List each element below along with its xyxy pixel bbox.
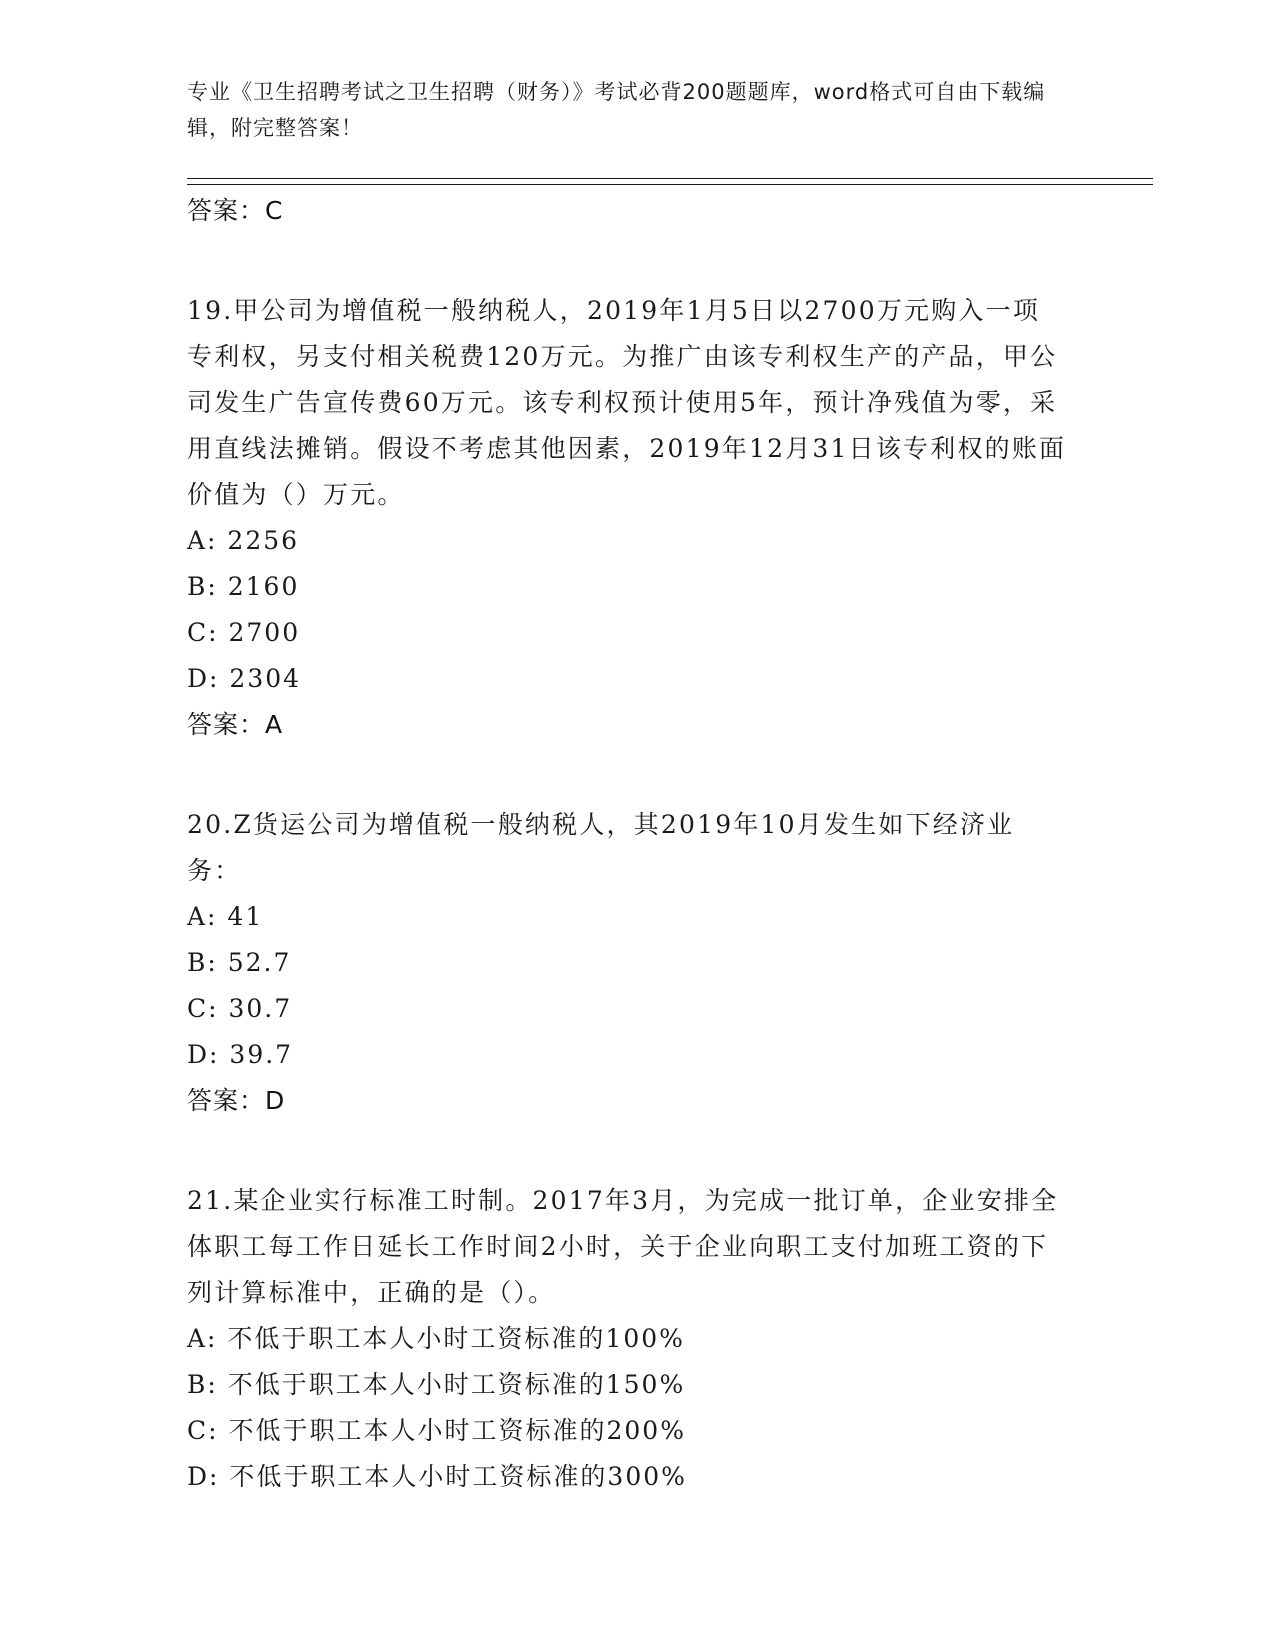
q21-option-d: D: 不低于职工本人小时工资标准的300%: [187, 1462, 687, 1491]
header-rule-top: [187, 178, 1153, 179]
q20-option-d: D: 39.7: [187, 1040, 294, 1069]
q19-option-a: A: 2256: [187, 526, 300, 555]
q21-option-a: A: 不低于职工本人小时工资标准的100%: [187, 1324, 685, 1353]
q21-option-b: B: 不低于职工本人小时工资标准的150%: [187, 1370, 686, 1399]
q19-answer: 答案：A: [187, 710, 284, 739]
question-20: 20.Z货运公司为增值税一般纳税人，其2019年10月发生如下经济业务：: [187, 810, 1015, 885]
question-21: 21.某企业实行标准工时制。2017年3月，为完成一批订单，企业安排全体职工每工作日延长工作时间2小时，关于企业向职工支付加班工资的下列计算标准中，正确的是（）。: [187, 1186, 1059, 1307]
q20-option-b: B: 52.7: [187, 948, 292, 977]
q20-option-c: C: 30.7: [187, 994, 293, 1023]
question-19: 19.甲公司为增值税一般纳税人，2019年1月5日以2700万元购入一项专利权，另支付相关税费120万元。为推广由该专利权生产的产品，甲公司发生广告宣传费60万元。该专利权预计使用5年，预计净残值为零，采用直线法摊销。假设不考虑其他因素，2019年12月31日该专利权的账面价值为（）万元。: [187, 296, 1067, 509]
q21-option-c: C: 不低于职工本人小时工资标准的200%: [187, 1416, 686, 1445]
header-rule-bottom: [187, 184, 1153, 185]
q19-option-d: D: 2304: [187, 664, 302, 693]
q20-option-a: A: 41: [187, 902, 264, 931]
q20-answer: 答案：D: [187, 1086, 286, 1115]
document-header: 专业《卫生招聘考试之卫生招聘（财务）》考试必背200题题库，word格式可自由下载编辑，附完整答案！: [187, 80, 1046, 140]
q19-option-b: B: 2160: [187, 572, 300, 601]
document-content: [187, 188, 1087, 1500]
q19-option-c: C: 2700: [187, 618, 301, 647]
answer-prev: 答案：C: [187, 196, 284, 225]
